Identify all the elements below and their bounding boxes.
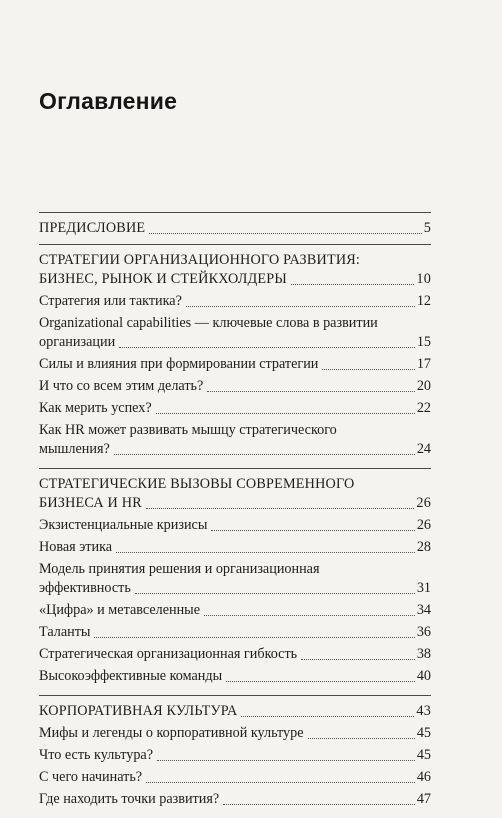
toc-entry [39, 645, 431, 664]
toc-entry-text: БИЗНЕСА И HR [39, 495, 142, 511]
table-of-contents [39, 212, 431, 818]
toc-entry-text: Таланты [39, 624, 91, 640]
toc-entry-text: Стратегия или тактика? [39, 293, 182, 309]
toc-entry-text: КОРПОРАТИВНАЯ КУЛЬТУРА [39, 703, 238, 719]
toc-page-number: 26 [416, 517, 431, 533]
leader-dots [211, 530, 414, 531]
page-title: Оглавление [39, 88, 178, 114]
toc-entry [39, 440, 431, 459]
leader-dots [207, 391, 414, 392]
toc-entry [39, 399, 431, 418]
toc-entry-text: «Цифра» и метавселенные [39, 602, 201, 618]
leader-dots [291, 284, 414, 285]
toc-entry [39, 667, 431, 686]
toc-entry [39, 494, 431, 513]
toc-entry [39, 538, 431, 557]
leader-dots [186, 306, 415, 307]
toc-entry-text: Где находить точки развития? [39, 791, 220, 807]
toc-subentry [39, 768, 431, 787]
toc-entry [39, 702, 431, 721]
toc-page-number: 24 [416, 441, 431, 457]
toc-page-number: 43 [416, 703, 431, 719]
toc-page-number: 22 [416, 400, 431, 416]
leader-dots [119, 347, 415, 348]
toc-entry [39, 579, 431, 598]
toc-page-number: 34 [416, 602, 431, 618]
leader-dots [146, 508, 415, 509]
leader-dots [322, 369, 414, 370]
toc-entry [39, 623, 431, 642]
toc-section-preface [39, 213, 431, 244]
toc-entry-text: Как мерить успех? [39, 400, 152, 416]
toc-entry [39, 601, 431, 620]
toc-entry-text: эффективность [39, 580, 131, 596]
leader-dots [241, 716, 414, 717]
toc-entry-text: Мифы и легенды о корпоративной культуре [39, 725, 304, 741]
toc-entry-text: мышления? [39, 441, 110, 457]
toc-entry [39, 516, 431, 535]
toc-entry [39, 377, 431, 396]
leader-dots [223, 804, 415, 805]
toc-page-number: 36 [416, 624, 431, 640]
toc-entry-text: Модель принятия решения и организационная [39, 561, 320, 577]
leader-dots [114, 454, 415, 455]
leader-dots [156, 413, 415, 414]
toc-entry-text: ПРЕДИСЛОВИЕ [39, 220, 146, 236]
leader-dots [149, 233, 421, 234]
toc-page-number: 10 [416, 271, 431, 287]
toc-subentry [39, 746, 431, 765]
toc-entry-text: Organizational capabilities — ключевые слова в развитии [39, 315, 378, 331]
leader-dots [94, 637, 414, 638]
toc-entry-text: Как HR может развивать мышцу стратегического [39, 422, 337, 438]
toc-page-number: 26 [416, 495, 431, 511]
toc-entry [39, 724, 431, 743]
toc-page-number: 12 [416, 293, 431, 309]
toc-page-number: 46 [416, 769, 431, 785]
toc-entry [39, 270, 431, 289]
leader-dots [226, 681, 415, 682]
toc-entry [39, 333, 431, 352]
toc-page-number: 31 [416, 580, 431, 596]
leader-dots [308, 738, 415, 739]
toc-page-number: 17 [416, 356, 431, 372]
leader-dots [135, 593, 415, 594]
toc-page-number: 40 [416, 668, 431, 684]
toc-page-number: 47 [416, 791, 431, 807]
leader-dots [204, 615, 415, 616]
toc-page-number: 45 [416, 725, 431, 741]
toc-entry-text: СТРАТЕГИИ ОРГАНИЗАЦИОННОГО РАЗВИТИЯ: [39, 252, 361, 268]
toc-entry-text: Что есть культура? [39, 747, 154, 763]
toc-entry-text: Новая этика [39, 539, 113, 555]
toc-page-number: 20 [416, 378, 431, 394]
toc-entry-text: С чего начинать? [39, 769, 143, 785]
toc-entry-text: БИЗНЕС, РЫНОК И СТЕЙКХОЛДЕРЫ [39, 271, 287, 287]
toc-section-2 [39, 469, 431, 695]
toc-entry [39, 355, 431, 374]
toc-page-number: 15 [416, 334, 431, 350]
toc-entry-text: Стратегическая организационная гибкость [39, 646, 298, 662]
toc-section-1 [39, 245, 431, 468]
toc-entry-text: И что со всем этим делать? [39, 378, 204, 394]
toc-entry-text: Экзистенциальные кризисы [39, 517, 208, 533]
leader-dots [146, 782, 415, 783]
toc-entry-text: Высокоэффективные команды [39, 668, 223, 684]
toc-entry-text: СТРАТЕГИЧЕСКИЕ ВЫЗОВЫ СОВРЕМЕННОГО [39, 476, 355, 492]
leader-dots [301, 659, 415, 660]
leader-dots [157, 760, 415, 761]
toc-entry [39, 219, 431, 238]
toc-entry [39, 292, 431, 311]
toc-page-number: 5 [423, 220, 431, 236]
toc-page-number: 28 [416, 539, 431, 555]
toc-entry-text: организации [39, 334, 116, 350]
toc-page-number: 45 [416, 747, 431, 763]
leader-dots [116, 552, 415, 553]
toc-entry-text: Силы и влияния при формировании стратегии [39, 356, 319, 372]
toc-page-number: 38 [416, 646, 431, 662]
